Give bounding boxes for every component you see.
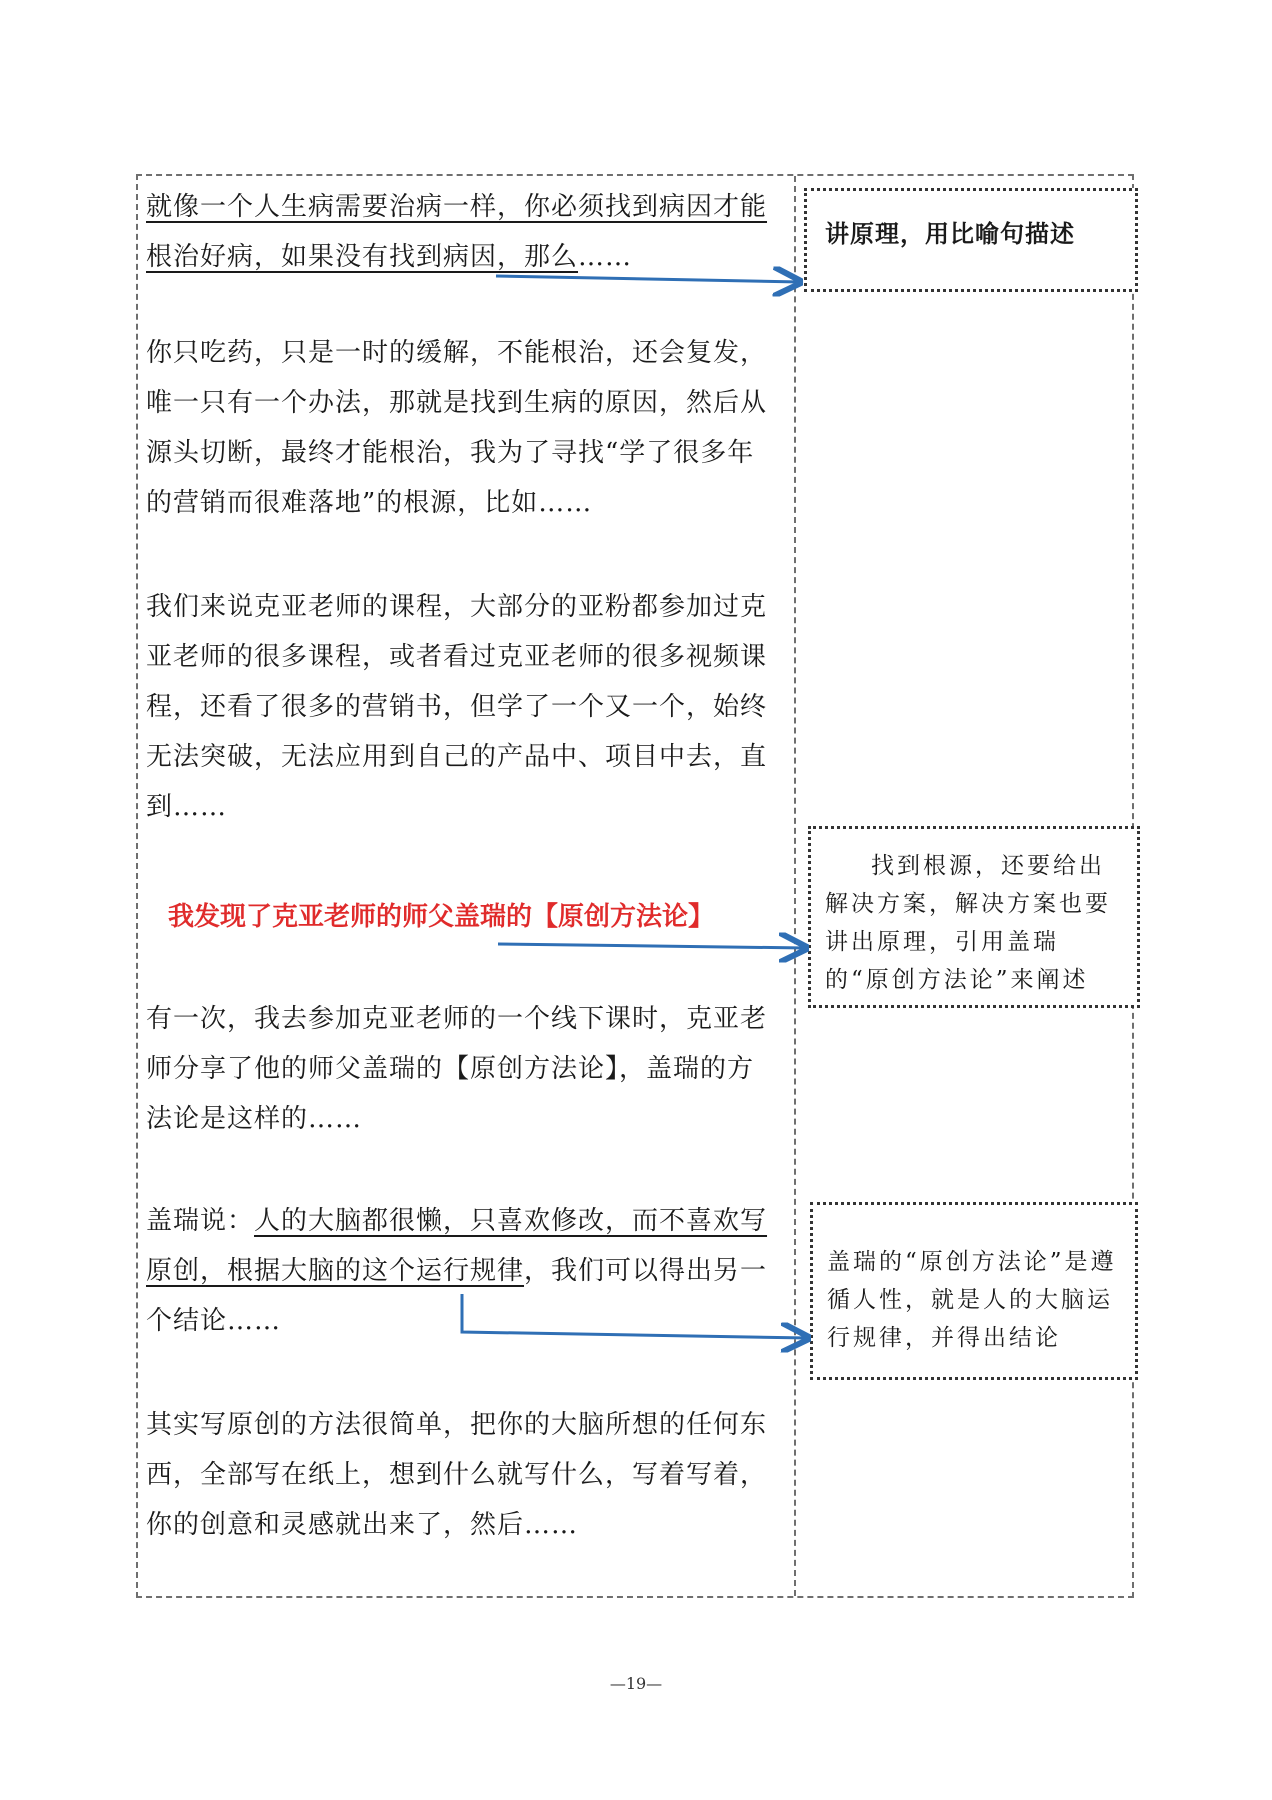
paragraph-offline-class: 有一次，我去参加克亚老师的一个线下课时，克亚老师分享了他的师父盖瑞的【原创方法论】，盖瑞的方法论是这样的…… [146, 1004, 768, 1134]
paragraph-text: ，我们可以得出另一个结论…… [146, 1256, 768, 1336]
column-divider [794, 176, 796, 1596]
highlight-heading: 我发现了克亚老师的师父盖瑞的【原创方法论】 [168, 902, 715, 932]
paragraph-courses: 我们来说克亚老师的课程，大部分的亚粉都参加过克亚老师的很多课程，或者看过克亚老师的很多视频课程，还看了很多的营销书，但学了一个又一个，始终无法突破，无法应用到自己的产品中、项目中去，直到…… [146, 592, 768, 822]
underlined-text: 人的大脑都很懒，只喜欢修改，而不喜欢写原创，根据大脑的这个运行规律 [146, 1206, 768, 1286]
paragraph-text: …… [578, 242, 633, 272]
paragraph-gary-quote [146, 1196, 780, 1346]
paragraph-writing-method: 其实写原创的方法很简单，把你的大脑所想的任何东西，全部写在纸上，想到什么就写什么，写着写着，你的创意和灵感就出来了，然后…… [146, 1410, 768, 1540]
annotation-box-principle: 讲原理，用比喻句描述 [804, 188, 1138, 292]
page-number: —19— [609, 1674, 663, 1693]
annotation-box-solution: 找到根源，还要给出解决方案，解决方案也要讲出原理，引用盖瑞的“原创方法论”来阐述 [808, 826, 1140, 1008]
annotation-box-conclusion: 盖瑞的“原创方法论”是遵循人性，就是人的大脑运行规律，并得出结论 [810, 1202, 1138, 1380]
paragraph-prefix: 盖瑞说： [146, 1206, 255, 1236]
paragraph-illness-metaphor [146, 182, 780, 282]
underlined-text: 就像一个人生病需要治病一样，你必须找到病因才能根治好病，如果没有找到病因，那么 [146, 192, 768, 272]
paragraph-root-cause: 你只吃药，只是一时的缓解，不能根治，还会复发，唯一只有一个办法，那就是找到生病的原因，然后从源头切断，最终才能根治，我为了寻找“学了很多年的营销而很难落地”的根源，比如…… [146, 338, 768, 518]
